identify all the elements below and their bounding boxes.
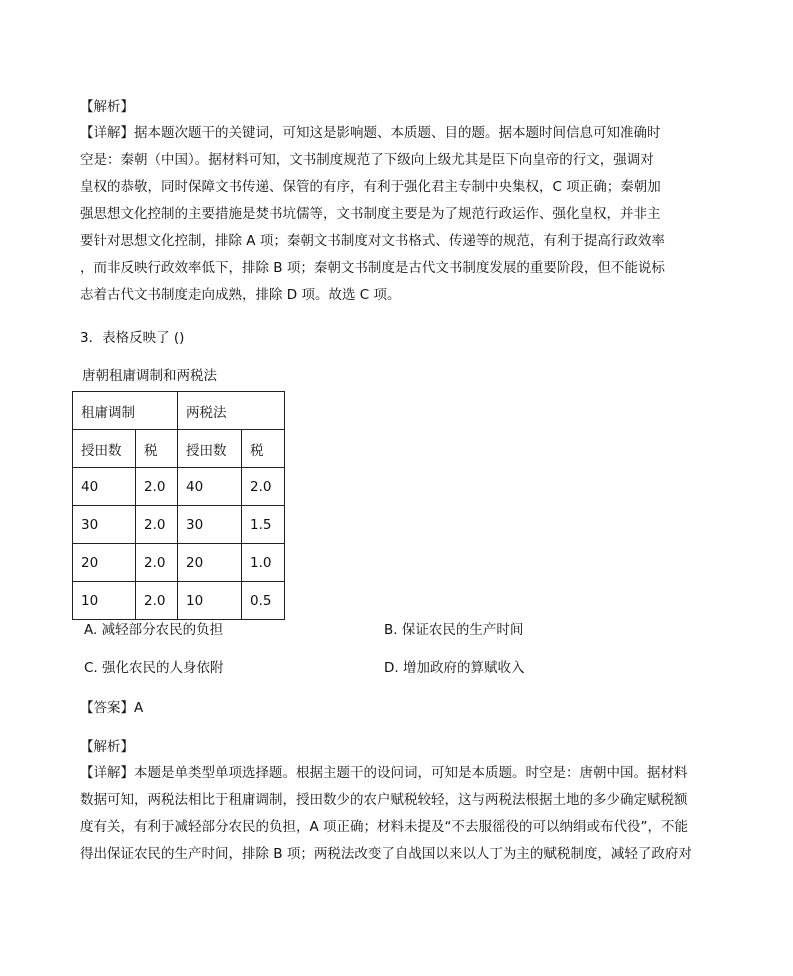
- table-header-cell: 授田数: [178, 430, 242, 468]
- option-d: D. 增加政府的算赋收入: [384, 660, 525, 676]
- table-header-cell: 租庸调制: [73, 392, 178, 430]
- table-row: [73, 544, 285, 582]
- table-cell: 2.0: [136, 582, 178, 620]
- text-line: 要针对思想文化控制，排除 A 项；秦朝文书制度对文书格式、传递等的规范，有利于提高行政效率: [80, 233, 665, 249]
- table-cell: 1.5: [242, 506, 285, 544]
- table-header-cell: 两税法: [178, 392, 285, 430]
- table-header-row: [73, 392, 285, 430]
- table-cell: 30: [178, 506, 242, 544]
- analysis-heading: 【解析】: [80, 739, 134, 755]
- text-line: 强思想文化控制的主要措施是焚书坑儒等，文书制度主要是为了规范行政运作、强化皇权，并非主: [80, 206, 661, 222]
- question-stem: 3．表格反映了 (): [80, 330, 185, 346]
- table-cell: 40: [178, 468, 242, 506]
- analysis-paragraph: [80, 760, 720, 868]
- table-cell: 2.0: [136, 544, 178, 582]
- option-b: B. 保证农民的生产时间: [384, 622, 524, 638]
- table-cell: 40: [73, 468, 136, 506]
- table-cell: 2.0: [242, 468, 285, 506]
- tax-comparison-table: [72, 391, 285, 620]
- text-line: 数据可知，两税法相比于租庸调制，授田数少的农户赋税较轻，这与两税法根据土地的多少确定赋税额: [80, 792, 688, 808]
- table-cell: 10: [178, 582, 242, 620]
- table-cell: 10: [73, 582, 136, 620]
- table-cell: 30: [73, 506, 136, 544]
- option-a: A. 减轻部分农民的负担: [84, 622, 224, 638]
- text-line: 【详解】据本题次题干的关键词，可知这是影响题、本质题、目的题。据本题时间信息可知准确时: [80, 125, 661, 141]
- table-cell: 20: [178, 544, 242, 582]
- table-row: [73, 582, 285, 620]
- text-line: 【详解】本题是单类型单项选择题。根据主题干的设问词，可知是本质题。时空是：唐朝中国。据材料: [80, 765, 688, 781]
- table-subheader-row: [73, 430, 285, 468]
- text-line: 度有关，有利于减轻部分农民的负担，A 项正确；材料未提及“不去服徭役的可以纳绢或布代役”，不能: [80, 819, 689, 835]
- text-line: 志着古代文书制度走向成熟，排除 D 项。故选 C 项。: [80, 287, 401, 303]
- text-line: 空是：秦朝（中国）。据材料可知，文书制度规范了下级向上级尤其是臣下向皇帝的行文，强调对: [80, 152, 654, 168]
- text-line: 皇权的恭敬，同时保障文书传递、保管的有序，有利于强化君主专制中央集权，C 项正确；秦朝加: [80, 179, 661, 195]
- table-cell: 1.0: [242, 544, 285, 582]
- text-line: 得出保证农民的生产时间，排除 B 项；两税法改变了自战国以来以人丁为主的赋税制度，减轻了政府对: [80, 846, 692, 862]
- table-row: [73, 506, 285, 544]
- text-line: ，而非反映行政效率低下，排除 B 项；秦朝文书制度是古代文书制度发展的重要阶段，但不能说标: [80, 260, 665, 276]
- table-row: [73, 468, 285, 506]
- table-header-cell: 税: [242, 430, 285, 468]
- analysis-heading: 【解析】: [80, 99, 134, 115]
- table-cell: 0.5: [242, 582, 285, 620]
- table-header-cell: 税: [136, 430, 178, 468]
- table-cell: 2.0: [136, 506, 178, 544]
- table-title: 唐朝租庸调制和两税法: [82, 368, 217, 384]
- answer-line: 【答案】A: [80, 700, 144, 716]
- option-c: C. 强化农民的人身依附: [84, 660, 224, 676]
- table-header-cell: 授田数: [73, 430, 136, 468]
- table-cell: 20: [73, 544, 136, 582]
- analysis-paragraph: [80, 120, 720, 309]
- table-cell: 2.0: [136, 468, 178, 506]
